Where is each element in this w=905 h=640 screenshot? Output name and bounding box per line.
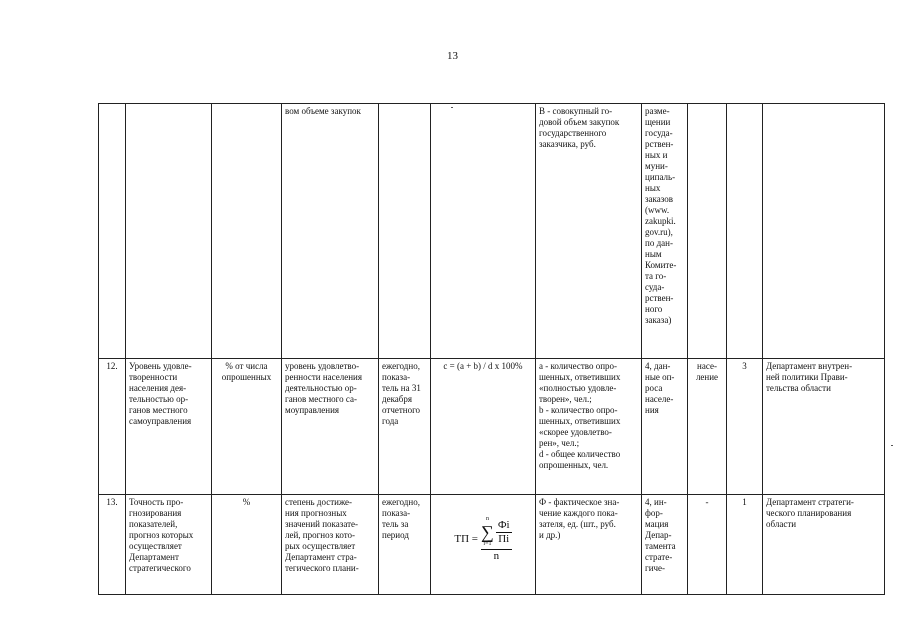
basic-indicators-cell: В - совокупный го- довой объем закупок государственного заказчика, руб. xyxy=(536,104,642,359)
data-source-cell: 4, дан- ные оп- роса населе- ния xyxy=(642,359,688,495)
unit-cell xyxy=(212,104,282,359)
scan-speck xyxy=(451,107,453,108)
row-number-cell: 12. xyxy=(99,359,126,495)
method-cell: 1 xyxy=(727,495,763,595)
responsible-cell xyxy=(763,104,885,359)
table-row xyxy=(99,359,885,495)
method-cell: 3 xyxy=(727,359,763,495)
formula-inner-denominator: Пi xyxy=(498,532,510,545)
definition-cell: степень достиже- ния прогнозных значений показате- лей, прогноз кото- рых осуществляет Департамент стра- тегического плани- xyxy=(282,495,379,595)
indicator-name-cell: Уровень удовле- творенности населения дея- тельностью ор- ганов местного самоуправления xyxy=(126,359,212,495)
table-row xyxy=(99,104,885,359)
indicator-name-cell: Точность про- гнозирования показателей, прогноз которых осуществляет Департамент стратегического xyxy=(126,495,212,595)
periodicity-cell: ежегодно, показа- тель за период xyxy=(379,495,431,595)
responsible-cell: Департамент внутрен- ней политики Прави- тельства области xyxy=(763,359,885,495)
formula-cell xyxy=(431,495,536,595)
scan-speck xyxy=(891,445,893,446)
indicators-table xyxy=(98,103,885,595)
basic-indicators-cell: а - количество опро- шенных, ответивших «полностью удовле- творен», чел.; b - количество опро- шенных, ответивших «скорее удовлетво- рен», чел.; d - общее количество опрошенных, чел. xyxy=(536,359,642,495)
page-number: 13 xyxy=(447,50,458,62)
basic-indicators-cell: Ф - фактическое зна- чение каждого пока- зателя, ед. (шт., руб. и др.) xyxy=(536,495,642,595)
object-cell: насе- ление xyxy=(688,359,727,495)
object-cell xyxy=(688,104,727,359)
periodicity-cell: ежегодно, показа- тель на 31 декабря отчетного года xyxy=(379,359,431,495)
indicator-name-cell xyxy=(126,104,212,359)
row-number-cell xyxy=(99,104,126,359)
formula-cell: c = (a + b) / d x 100% xyxy=(431,359,536,495)
data-source-cell: разме- щении госуда- рствен- ных и муни- ципаль- ных заказов (www. zakupki. gov.ru), по дан- ным Комите- та го- суда- рствен- ного заказа) xyxy=(642,104,688,359)
unit-cell: % от числа опрошенных xyxy=(212,359,282,495)
periodicity-cell xyxy=(379,104,431,359)
formula-divisor: n xyxy=(481,549,512,563)
method-cell xyxy=(727,104,763,359)
row-number-cell: 13. xyxy=(99,495,126,595)
formula-lhs: ТП = xyxy=(454,533,479,545)
formula-cell xyxy=(431,104,536,359)
object-cell: - xyxy=(688,495,727,595)
accuracy-formula xyxy=(434,516,532,563)
data-source-cell: 4, ин- фор- мация Депар- тамента страте- гиче- xyxy=(642,495,688,595)
formula-numerator: Фi xyxy=(497,518,510,531)
definition-cell: уровень удовлетво- ренности населения деятельностью ор- ганов местного са- моуправления xyxy=(282,359,379,495)
responsible-cell: Департамент стратеги- ческого планирования области xyxy=(763,495,885,595)
sum-symbol: n ∑ i=1 xyxy=(481,516,494,547)
unit-cell: % xyxy=(212,495,282,595)
table-row xyxy=(99,495,885,595)
definition-cell: вом объеме закупок xyxy=(282,104,379,359)
